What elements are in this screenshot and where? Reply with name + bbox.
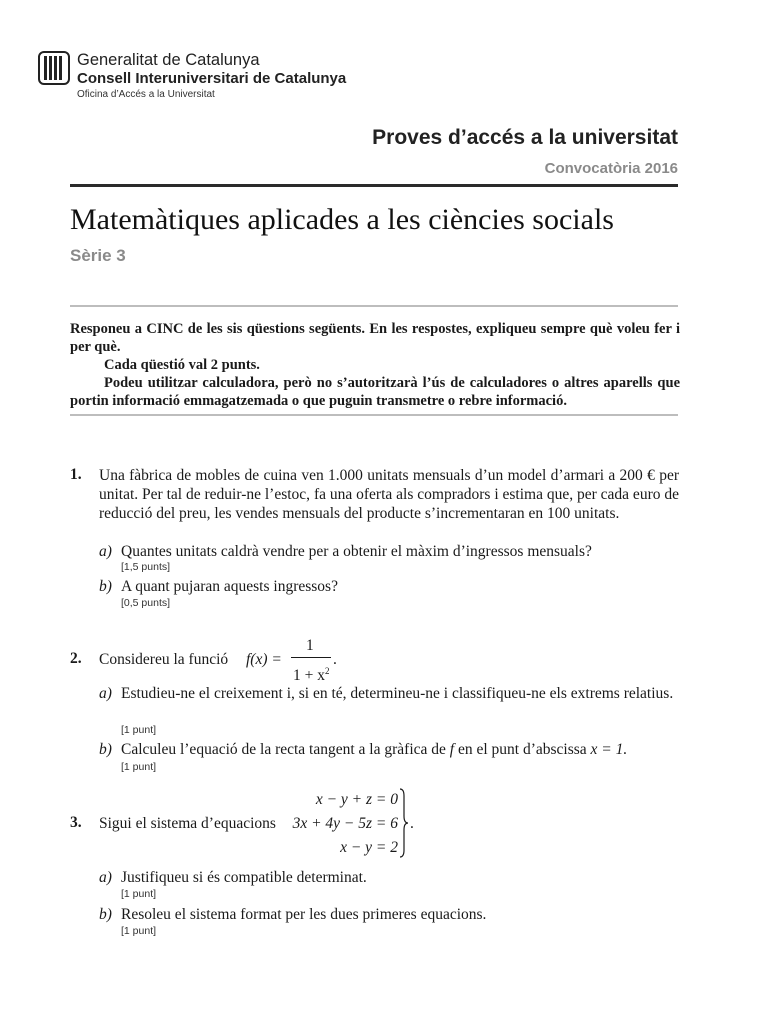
q2-function-end: .: [333, 651, 337, 668]
q1-part-b-points: [0,5 punts]: [121, 597, 171, 609]
q3-part-a-points: [1 punt]: [121, 888, 157, 900]
instructions-top-rule: [70, 305, 678, 307]
q2-part-a-text: Estudieu-ne el creixement i, si en té, determineu-ne i classifiqueu-ne els extrems relatius.: [121, 685, 674, 702]
q2-number: 2.: [70, 650, 82, 667]
q1-number: 1.: [70, 466, 82, 483]
q3-part-a-label: a): [99, 869, 112, 886]
q2-function-denominator: $1 + x^2$: [293, 666, 330, 685]
q3-part-b-label: b): [99, 906, 112, 923]
q3-equation-1: x − y + z = 0: [315, 791, 398, 808]
q2-function-numerator: 1: [306, 637, 314, 654]
q2-intro: Considereu la funció: [99, 651, 229, 668]
q2-function-lhs: f(x) =: [246, 651, 282, 668]
q3-number: 3.: [70, 814, 82, 831]
q2-part-a-label: a): [99, 685, 112, 702]
q1-part-a-points: [1,5 punts]: [121, 561, 171, 573]
q1-part-b-text: A quant pujaran aquests ingressos?: [121, 578, 338, 595]
q3-equation-3: x − y = 2: [340, 839, 398, 856]
q3-intro: Sigui el sistema d’equacions: [99, 815, 276, 832]
q2-part-b-text: Calculeu l’equació de la recta tangent a la gràfica de f en el punt d’abscissa x = 1.: [121, 741, 628, 758]
q1-part-a-label: a): [99, 543, 112, 560]
q3-end: .: [410, 815, 414, 832]
instructions-line-1: Responeu a CINC de les sis qüestions següents. En les respostes, expliqueu sempre què voleu fer i per què.: [70, 321, 680, 355]
q3-equation-2: 3x + 4y − 5z = 6: [292, 815, 398, 832]
instructions: [70, 320, 680, 410]
org-oficina: Oficina d’Accés a la Universitat: [77, 89, 215, 100]
org-consell: Consell Interuniversitari de Catalunya: [77, 70, 347, 87]
q3-brace-icon: [399, 788, 409, 858]
subject-title: Matemàtiques aplicades a les ciències socials: [70, 203, 614, 236]
exam-title: Proves d’accés a la universitat: [372, 126, 678, 149]
q2-part-a-points: [1 punt]: [121, 724, 157, 736]
instructions-bottom-rule: [70, 414, 678, 416]
instructions-line-2: Cada qüestió val 2 punts.: [104, 357, 260, 373]
q2-part-b-label: b): [99, 741, 112, 758]
q3-part-b-text: Resoleu el sistema format per les dues primeres equacions.: [121, 906, 487, 923]
generalitat-logo-icon: [38, 50, 70, 86]
q1-part-b-label: b): [99, 578, 112, 595]
header-divider: [70, 184, 678, 187]
org-generalitat: Generalitat de Catalunya: [77, 51, 260, 69]
q2-fraction-bar: [291, 657, 331, 658]
instructions-line-3: Podeu utilitzar calculadora, però no s’autoritzarà l’ús de calculadores o altres aparells que portin informació emmagatzemada o que puguin transmetre o rebre informació.: [70, 375, 680, 409]
q2-part-b-points: [1 punt]: [121, 761, 157, 773]
serie-label: Sèrie 3: [70, 246, 126, 265]
q1-part-a-text: Quantes unitats caldrà vendre per a obtenir el màxim d’ingressos mensuals?: [121, 543, 592, 560]
exam-year: Convocatòria 2016: [544, 160, 678, 177]
q3-part-a-text: Justifiqueu si és compatible determinat.: [121, 869, 367, 886]
q3-part-b-points: [1 punt]: [121, 925, 157, 937]
q1-text: Una fàbrica de mobles de cuina ven 1.000 unitats mensuals d’un model d’armari a 200 € per unitat. Per tal de reduir-ne l’estoc, fa una oferta als compradors i estima que, per cada euro de reducció del preu, les vendes mensuals del producte s’incrementaran en 100 unitats.: [99, 467, 679, 522]
